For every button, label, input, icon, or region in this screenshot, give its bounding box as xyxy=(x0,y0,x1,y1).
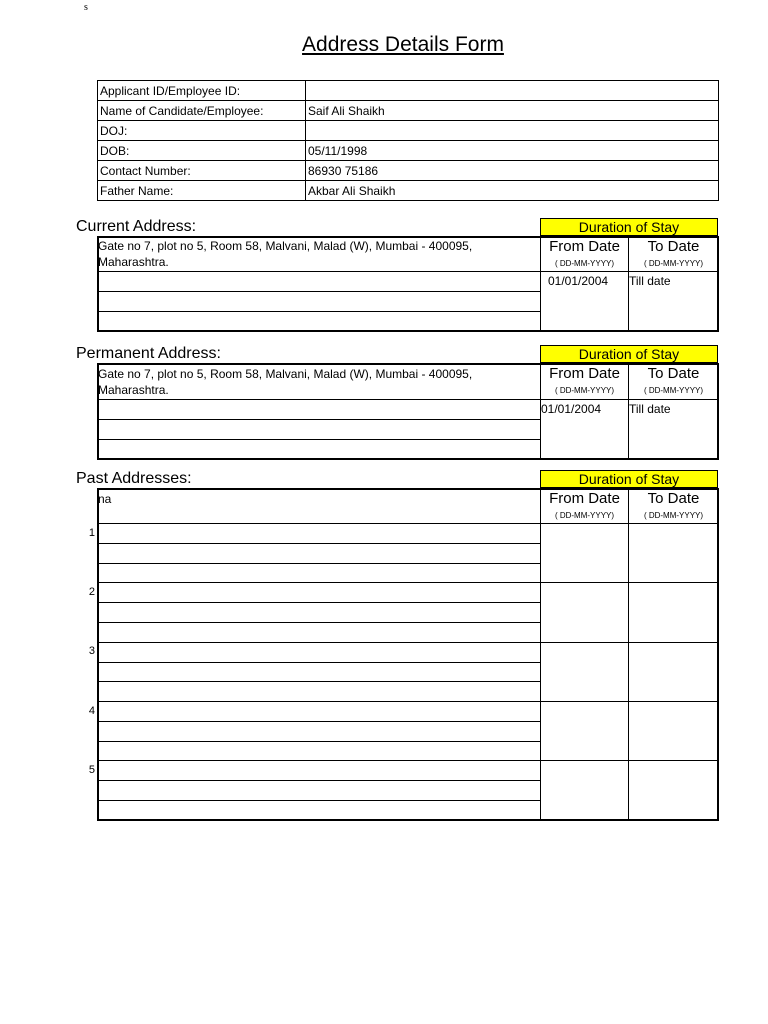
row-divider xyxy=(97,563,541,564)
current-address-title: Current Address: xyxy=(76,218,197,235)
past-addresses-note[interactable]: na xyxy=(98,492,112,506)
table-row xyxy=(98,141,719,161)
row-divider xyxy=(97,642,719,643)
column-divider xyxy=(628,488,629,820)
row-divider xyxy=(97,523,719,524)
field-label: DOB: xyxy=(98,141,306,161)
field-label: DOJ: xyxy=(98,121,306,141)
past-address-number: 1 xyxy=(88,527,95,539)
row-divider xyxy=(97,701,719,702)
table-row xyxy=(98,101,719,121)
row-divider xyxy=(97,582,719,583)
permanent-to-date-value[interactable]: Till date xyxy=(629,402,671,416)
applicant-info-table xyxy=(97,80,719,201)
current-address-text[interactable]: Gate no 7, plot no 5, Room 58, Malvani, Malad (W), Mumbai - 400095, Maharashtra. xyxy=(98,239,473,269)
current-from-date-header: From Date xyxy=(549,238,620,255)
permanent-address-text[interactable]: Gate no 7, plot no 5, Room 58, Malvani, Malad (W), Mumbai - 400095, Maharashtra. xyxy=(98,367,473,397)
page-title: Address Details Form xyxy=(302,33,504,56)
current-duration-header: Duration of Stay xyxy=(540,218,718,236)
permanent-to-format: ( DD-MM-YYYY) xyxy=(643,386,704,395)
past-address-number: 4 xyxy=(88,705,95,717)
column-divider xyxy=(540,488,541,820)
permanent-to-date-header: To Date xyxy=(647,365,700,382)
row-divider xyxy=(97,419,541,420)
row-divider xyxy=(97,439,541,440)
row-divider xyxy=(540,271,718,272)
current-to-date-header: To Date xyxy=(647,238,700,255)
permanent-from-date-value[interactable]: 01/01/2004 xyxy=(541,402,602,416)
row-divider xyxy=(97,721,541,722)
permanent-from-format: ( DD-MM-YYYY) xyxy=(554,386,615,395)
past-addresses-title: Past Addresses: xyxy=(76,470,192,487)
row-divider xyxy=(97,780,541,781)
father-name-field[interactable]: Akbar Ali Shaikh xyxy=(306,181,719,201)
past-from-format: ( DD-MM-YYYY) xyxy=(554,511,615,520)
permanent-duration-header: Duration of Stay xyxy=(540,345,718,363)
row-divider xyxy=(97,271,541,272)
row-divider xyxy=(97,543,541,544)
row-divider xyxy=(97,602,541,603)
corner-mark: s xyxy=(84,2,88,13)
candidate-name-field[interactable]: Saif Ali Shaikh xyxy=(306,101,719,121)
table-row xyxy=(98,161,719,181)
table-row xyxy=(98,121,719,141)
current-from-format: ( DD-MM-YYYY) xyxy=(554,259,615,268)
field-label: Father Name: xyxy=(98,181,306,201)
permanent-from-date-header: From Date xyxy=(549,365,620,382)
past-from-date-header: From Date xyxy=(549,490,620,507)
past-to-date-header: To Date xyxy=(647,490,700,507)
past-address-number: 5 xyxy=(88,764,95,776)
current-to-date-value[interactable]: Till date xyxy=(629,274,671,288)
past-address-number: 3 xyxy=(88,645,95,657)
dob-field[interactable]: 05/11/1998 xyxy=(306,141,719,161)
row-divider xyxy=(97,760,719,761)
table-row xyxy=(98,81,719,101)
row-divider xyxy=(97,741,541,742)
row-divider xyxy=(97,681,541,682)
past-duration-header: Duration of Stay xyxy=(540,470,718,488)
row-divider xyxy=(97,800,541,801)
past-addresses-box xyxy=(97,488,719,821)
current-to-format: ( DD-MM-YYYY) xyxy=(643,259,704,268)
row-divider xyxy=(97,311,541,312)
table-row xyxy=(98,181,719,201)
row-divider xyxy=(97,291,541,292)
current-from-date-value[interactable]: 01/01/2004 xyxy=(548,274,609,288)
past-to-format: ( DD-MM-YYYY) xyxy=(643,511,704,520)
row-divider xyxy=(97,622,541,623)
doj-field[interactable] xyxy=(306,121,719,141)
applicant-id-field[interactable] xyxy=(306,81,719,101)
row-divider xyxy=(97,399,541,400)
permanent-address-title: Permanent Address: xyxy=(76,345,221,362)
row-divider xyxy=(97,662,541,663)
field-label: Contact Number: xyxy=(98,161,306,181)
field-label: Applicant ID/Employee ID: xyxy=(98,81,306,101)
past-address-number: 2 xyxy=(88,586,95,598)
field-label: Name of Candidate/Employee: xyxy=(98,101,306,121)
contact-number-field[interactable]: 86930 75186 xyxy=(306,161,719,181)
row-divider xyxy=(540,399,718,400)
